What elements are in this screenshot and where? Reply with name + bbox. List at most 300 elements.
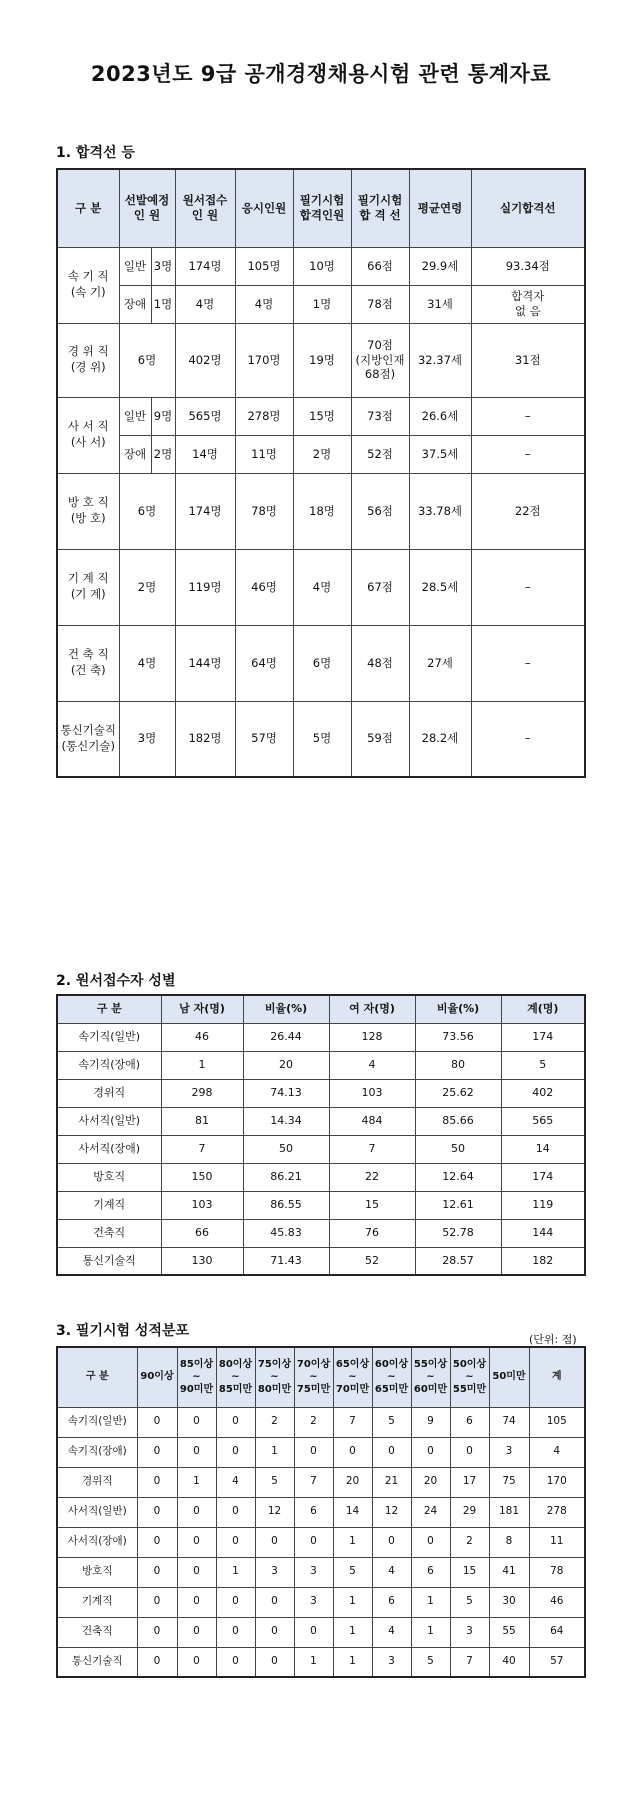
cell: 76 [329,1219,415,1247]
cell: 75 [489,1467,529,1497]
cell: 85.66 [415,1107,501,1135]
row-category: 사서직(일반) [57,1497,137,1527]
table-row [57,285,585,323]
cell: 0 [177,1497,216,1527]
table-row [57,1163,585,1191]
cell: 105 [529,1407,585,1437]
cell: 0 [177,1647,216,1677]
cell: 12.61 [415,1191,501,1219]
table-row [57,1135,585,1163]
cell: 57 [529,1647,585,1677]
cell: 1 [216,1557,255,1587]
cell: 174 [501,1023,585,1051]
row-category: 경위직 [57,1467,137,1497]
cell: 20 [411,1467,450,1497]
table-row [57,1437,585,1467]
cell: 26.6세 [409,397,471,435]
cell: 0 [294,1527,333,1557]
cell: 5 [411,1647,450,1677]
cell: 12 [255,1497,294,1527]
cell: 0 [177,1527,216,1557]
cell: 31점 [471,323,585,397]
cell: 32.37세 [409,323,471,397]
cell: 78 [529,1557,585,1587]
cell: 0 [255,1587,294,1617]
cell: 174 [501,1163,585,1191]
cell: 22 [329,1163,415,1191]
cell: 46명 [235,549,293,625]
cell: 74 [489,1407,529,1437]
cell: 170 [529,1467,585,1497]
table-header-row [57,1347,585,1407]
row-category: 건 축 직 (건 축) [57,625,119,701]
cell: 181 [489,1497,529,1527]
table-row [57,435,585,473]
table-row [57,247,585,285]
header-cell: 여 자(명) [329,995,415,1023]
row-category: 방 호 직 (방 호) [57,473,119,549]
cell: 0 [177,1407,216,1437]
cell: 45.83 [243,1219,329,1247]
cell: 6명 [119,323,175,397]
row-category: 속 기 직 (속 기) [57,247,119,323]
cell: 0 [216,1437,255,1467]
row-category: 통신기술직 (통신기술) [57,701,119,777]
cell: 0 [216,1527,255,1557]
cell: 2 [450,1527,489,1557]
header-takers: 응시인원 [235,169,293,247]
table-row [57,1497,585,1527]
cell: 46 [529,1587,585,1617]
gender-table [56,994,586,1276]
cell: 93.34점 [471,247,585,285]
cell: 55 [489,1617,529,1647]
header-cell: 50미만 [489,1347,529,1407]
row-category: 경 위 직 (경 위) [57,323,119,397]
cell: 4명 [175,285,235,323]
cell: 0 [216,1407,255,1437]
cell: 50 [415,1135,501,1163]
cell: 15 [450,1557,489,1587]
cell: 4명 [235,285,293,323]
cell: 150 [161,1163,243,1191]
table-row [57,549,585,625]
cell: 73.56 [415,1023,501,1051]
cell: 6명 [293,625,351,701]
cell: 17 [450,1467,489,1497]
cell: 0 [333,1437,372,1467]
cell: 2 [255,1407,294,1437]
cell: 1 [333,1647,372,1677]
cell: 565명 [175,397,235,435]
row-category: 사서직(장애) [57,1135,161,1163]
table-row [57,1527,585,1557]
cell: 5 [255,1467,294,1497]
table-row [57,1557,585,1587]
cell: 3 [294,1587,333,1617]
cell: 1 [411,1587,450,1617]
cell: 7 [333,1407,372,1437]
cell: 0 [137,1497,177,1527]
cell: 20 [333,1467,372,1497]
cell: 6 [294,1497,333,1527]
cell: 40 [489,1647,529,1677]
cell: 4명 [119,625,175,701]
row-category: 건축직 [57,1617,137,1647]
cell: 86.21 [243,1163,329,1191]
cell: 1 [411,1617,450,1647]
header-cell: 50이상 ~ 55미만 [450,1347,489,1407]
table-header-row [57,169,585,247]
cell: 78명 [235,473,293,549]
cell: 78점 [351,285,409,323]
row-category: 기계직 [57,1191,161,1219]
header-practical: 실기합격선 [471,169,585,247]
cell: 0 [216,1497,255,1527]
cell: 0 [177,1587,216,1617]
cell: 15 [329,1191,415,1219]
cell: 71.43 [243,1247,329,1275]
cell: 41 [489,1557,529,1587]
row-category: 기 계 직 (기 계) [57,549,119,625]
cell: 11명 [235,435,293,473]
cell: 0 [137,1527,177,1557]
cell: 0 [255,1527,294,1557]
cell: 0 [372,1437,411,1467]
cell: 70점 (지방인재 68점) [351,323,409,397]
table-row [57,1107,585,1135]
cell: 0 [255,1647,294,1677]
cell: – [471,435,585,473]
cell: 19명 [293,323,351,397]
cell: 66 [161,1219,243,1247]
cell: 52점 [351,435,409,473]
cell: – [471,549,585,625]
unit-label: (단위: 점) [529,1333,577,1346]
header-cell: 55이상 ~ 60미만 [411,1347,450,1407]
header-cell: 80이상 ~ 85미만 [216,1347,255,1407]
table-row [57,1617,585,1647]
table-row [57,1587,585,1617]
cell: 24 [411,1497,450,1527]
cell: 0 [137,1437,177,1467]
row-category: 사 서 직 (사 서) [57,397,119,473]
row-category: 사서직(일반) [57,1107,161,1135]
table-row [57,1247,585,1275]
cell: 0 [216,1587,255,1617]
row-category: 통신기술직 [57,1247,161,1275]
header-cell: 계(명) [501,995,585,1023]
cell: 3 [294,1557,333,1587]
header-cell: 90이상 [137,1347,177,1407]
pass-line-table [56,168,586,778]
cell: 81 [161,1107,243,1135]
cell: 0 [137,1467,177,1497]
cell: 128 [329,1023,415,1051]
cell: 3 [450,1617,489,1647]
cell: 0 [255,1617,294,1647]
cell: 119명 [175,549,235,625]
cell: 50 [243,1135,329,1163]
cell: 0 [411,1527,450,1557]
cell: 1명 [151,285,175,323]
header-cell: 60이상 ~ 65미만 [372,1347,411,1407]
row-category: 통신기술직 [57,1647,137,1677]
cell: – [471,701,585,777]
cell: 3명 [119,701,175,777]
cell: 0 [216,1617,255,1647]
cell: 0 [294,1617,333,1647]
cell: 31세 [409,285,471,323]
cell: 0 [137,1647,177,1677]
cell: 57명 [235,701,293,777]
cell: 64 [529,1617,585,1647]
cell: 298 [161,1079,243,1107]
cell: 25.62 [415,1079,501,1107]
table-row [57,1407,585,1437]
cell: 565 [501,1107,585,1135]
cell: 12.64 [415,1163,501,1191]
table-row [57,625,585,701]
cell: 14 [333,1497,372,1527]
row-category: 사서직(장애) [57,1527,137,1557]
header-pass: 필기시험 합격인원 [293,169,351,247]
table-row [57,1219,585,1247]
cell: 1 [333,1527,372,1557]
row-category: 건축직 [57,1219,161,1247]
table-row [57,1023,585,1051]
cell: – [471,625,585,701]
cell: 2명 [293,435,351,473]
cell: 2 [294,1407,333,1437]
cell: 278명 [235,397,293,435]
section2-title: 2. 원서접수자 성별 [56,973,176,989]
page-title: 2023년도 9급 공개경쟁채용시험 관련 통계자료 [90,62,552,86]
cell: 30 [489,1587,529,1617]
cell: 33.78세 [409,473,471,549]
cell: 182명 [175,701,235,777]
header-cell: 85이상 ~ 90미만 [177,1347,216,1407]
cell: 6 [372,1587,411,1617]
table-row [57,323,585,397]
cell: 1 [294,1647,333,1677]
sub-category: 일반 [119,247,151,285]
cell: 3 [489,1437,529,1467]
header-cell: 비율(%) [415,995,501,1023]
cell: 103 [329,1079,415,1107]
cell: 1 [161,1051,243,1079]
cell: 28.57 [415,1247,501,1275]
cell: 105명 [235,247,293,285]
table-row [57,473,585,549]
row-category: 속기직(장애) [57,1051,161,1079]
cell: 3명 [151,247,175,285]
cell: 182 [501,1247,585,1275]
cell: 0 [177,1437,216,1467]
cell: 52 [329,1247,415,1275]
cell: 0 [372,1527,411,1557]
row-category: 속기직(일반) [57,1023,161,1051]
cell: 3 [255,1557,294,1587]
cell: 12 [372,1497,411,1527]
cell: 7 [161,1135,243,1163]
table-header-row [57,995,585,1023]
table-row [57,1051,585,1079]
cell: 28.5세 [409,549,471,625]
cell: 22점 [471,473,585,549]
cell: 144명 [175,625,235,701]
cell: 21 [372,1467,411,1497]
header-cell: 구 분 [57,1347,137,1407]
header-cut: 필기시험 합 격 선 [351,169,409,247]
header-cell: 비율(%) [243,995,329,1023]
header-selected: 선발예정 인 원 [119,169,175,247]
cell: 130 [161,1247,243,1275]
cell: 0 [294,1437,333,1467]
cell: 14.34 [243,1107,329,1135]
sub-category: 일반 [119,397,151,435]
cell: 8 [489,1527,529,1557]
table-row [57,1647,585,1677]
cell: 29 [450,1497,489,1527]
cell: 0 [177,1617,216,1647]
header-category: 구 분 [57,169,119,247]
cell: 37.5세 [409,435,471,473]
cell: 4 [529,1437,585,1467]
header-cell: 75이상 ~ 80미만 [255,1347,294,1407]
sub-category: 장애 [119,285,151,323]
cell: 103 [161,1191,243,1219]
cell: 0 [137,1617,177,1647]
cell: 6명 [119,473,175,549]
cell: 합격자 없 음 [471,285,585,323]
header-applied: 원서접수 인 원 [175,169,235,247]
cell: 48점 [351,625,409,701]
row-category: 속기직(일반) [57,1407,137,1437]
cell: 20 [243,1051,329,1079]
cell: 15명 [293,397,351,435]
cell: 1 [177,1467,216,1497]
cell: 3 [372,1647,411,1677]
header-cell: 남 자(명) [161,995,243,1023]
cell: 7 [294,1467,333,1497]
cell: 484 [329,1107,415,1135]
cell: 5 [450,1587,489,1617]
cell: 4 [329,1051,415,1079]
section3-title: 3. 필기시험 성적분포 [56,1323,189,1339]
cell: 5 [333,1557,372,1587]
cell: 1 [333,1587,372,1617]
cell: 0 [137,1407,177,1437]
row-category: 속기직(장애) [57,1437,137,1467]
cell: 5 [372,1407,411,1437]
cell: 0 [411,1437,450,1467]
cell: 2명 [151,435,175,473]
header-cell: 계 [529,1347,585,1407]
row-category: 경위직 [57,1079,161,1107]
cell: 52.78 [415,1219,501,1247]
cell: 9명 [151,397,175,435]
cell: 28.2세 [409,701,471,777]
table-row [57,1467,585,1497]
cell: 0 [137,1587,177,1617]
cell: 6 [450,1407,489,1437]
cell: 59점 [351,701,409,777]
cell: 46 [161,1023,243,1051]
cell: 80 [415,1051,501,1079]
cell: 0 [450,1437,489,1467]
score-distribution-table [56,1346,586,1678]
cell: 2명 [119,549,175,625]
table-row [57,1079,585,1107]
row-category: 방호직 [57,1163,161,1191]
cell: 10명 [293,247,351,285]
cell: 66점 [351,247,409,285]
cell: 4 [372,1557,411,1587]
table-row [57,397,585,435]
cell: 7 [329,1135,415,1163]
cell: 4 [372,1617,411,1647]
cell: 174명 [175,473,235,549]
cell: 29.9세 [409,247,471,285]
cell: 4 [216,1467,255,1497]
cell: 4명 [293,549,351,625]
cell: 56점 [351,473,409,549]
header-cell: 구 분 [57,995,161,1023]
cell: 1 [255,1437,294,1467]
cell: 73점 [351,397,409,435]
row-category: 방호직 [57,1557,137,1587]
cell: 11 [529,1527,585,1557]
cell: 14 [501,1135,585,1163]
cell: 67점 [351,549,409,625]
cell: 1명 [293,285,351,323]
cell: 278 [529,1497,585,1527]
table-row [57,701,585,777]
cell: 27세 [409,625,471,701]
cell: 174명 [175,247,235,285]
header-avg-age: 평균연령 [409,169,471,247]
cell: 6 [411,1557,450,1587]
cell: 74.13 [243,1079,329,1107]
cell: 0 [137,1557,177,1587]
cell: 0 [177,1557,216,1587]
row-category: 기계직 [57,1587,137,1617]
cell: 1 [333,1617,372,1647]
cell: 170명 [235,323,293,397]
cell: 5 [501,1051,585,1079]
header-cell: 70이상 ~ 75미만 [294,1347,333,1407]
cell: 0 [216,1647,255,1677]
cell: 119 [501,1191,585,1219]
cell: 26.44 [243,1023,329,1051]
cell: 402명 [175,323,235,397]
cell: 18명 [293,473,351,549]
cell: 86.55 [243,1191,329,1219]
header-cell: 65이상 ~ 70미만 [333,1347,372,1407]
sub-category: 장애 [119,435,151,473]
cell: 7 [450,1647,489,1677]
cell: 144 [501,1219,585,1247]
cell: 14명 [175,435,235,473]
cell: 5명 [293,701,351,777]
section1-title: 1. 합격선 등 [56,145,135,161]
cell: 402 [501,1079,585,1107]
table-row [57,1191,585,1219]
cell: 64명 [235,625,293,701]
cell: 9 [411,1407,450,1437]
cell: – [471,397,585,435]
